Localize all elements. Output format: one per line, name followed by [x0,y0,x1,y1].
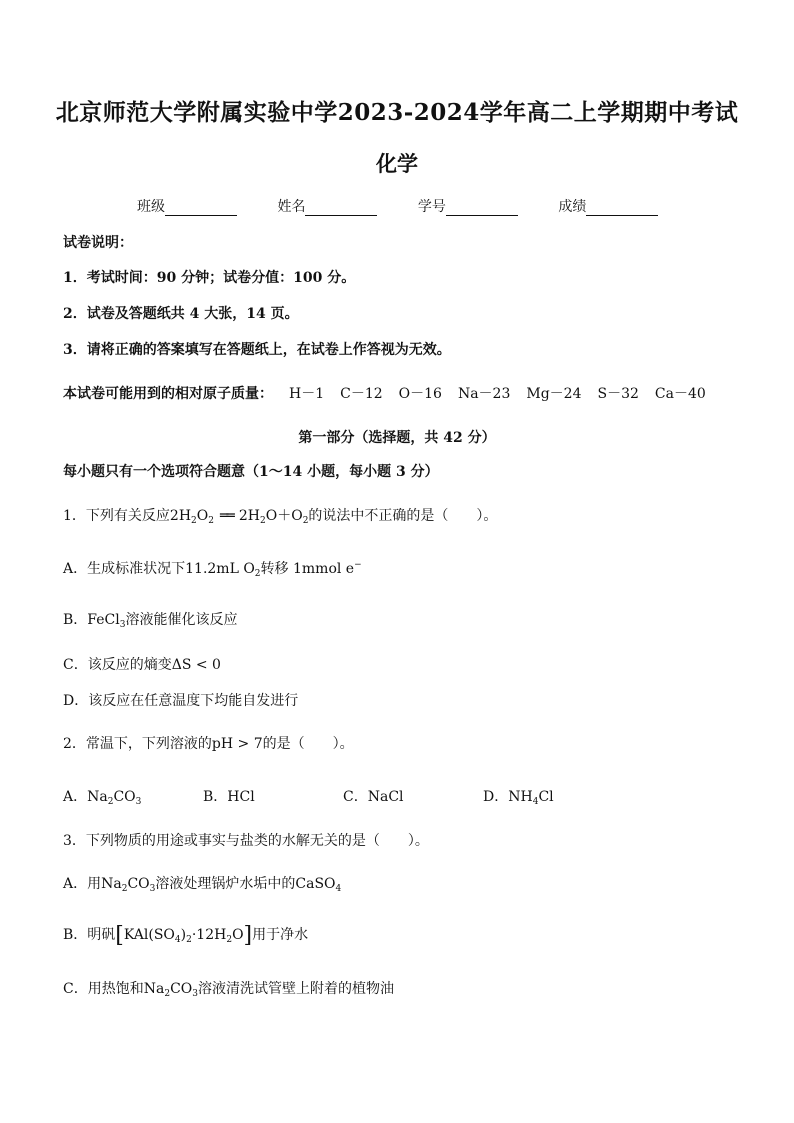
student-id-field[interactable]: 学号 [418,196,518,216]
name-field[interactable]: 姓名 [277,196,377,216]
q2-option-d[interactable]: D．$NH_4Cl$ [483,789,554,807]
q1-option-b[interactable]: B．FeCl$_3$溶液能催化该反应 [63,612,238,630]
part1-title: 第一部分（选择题，共 42 分） [298,430,496,446]
atomic-mass: Mg－24 [526,386,582,402]
q1-stem: 1．下列有关反应$2H_2O_2$ ══ $2H_2O+O_2$的说法中不正确的是（ ）。 [63,508,498,526]
instructions-heading: 试卷说明： [63,235,133,251]
student-info-row [137,196,694,216]
q1-option-a[interactable]: A．生成标准状况下11.2mL $O_2$转移 1mmol e− [63,560,362,579]
class-field[interactable]: 班级 [137,196,237,216]
q2-option-b[interactable]: B．HCl [203,789,255,805]
instruction-item: 3．请将正确的答案填写在答题纸上，在试卷上作答视为无效。 [63,342,451,358]
q3-option-b[interactable]: B．明矾$[KAl(SO_4)_2\cdot 12H_2O]$用于净水 [63,923,309,948]
atomic-mass: S－32 [597,386,639,402]
q2-option-c[interactable]: C．NaCl [343,789,404,805]
instruction-item: 1．考试时间：90 分钟；试卷分值：100 分。 [63,270,356,286]
q3-option-c[interactable]: C．用热饱和$Na_2CO_3$溶液清洗试管壁上附着的植物油 [63,981,394,999]
q1-option-c[interactable]: C．该反应的熵变ΔS < 0 [63,657,221,673]
part1-note: 每小题只有一个选项符合题意（1～14 小题，每小题 3 分） [63,464,439,480]
atomic-mass: C－12 [340,386,383,402]
atomic-masses-label: 本试卷可能用到的相对原子质量： [63,386,273,402]
instruction-item: 2．试卷及答题纸共 4 大张，14 页。 [63,306,299,322]
q1-option-d[interactable]: D．该反应在任意温度下均能自发进行 [63,693,299,709]
score-field[interactable]: 成绩 [558,196,658,216]
q2-stem: 2．常温下，下列溶液的pH > 7的是（ ）。 [63,736,354,752]
atomic-mass: Na－23 [457,386,511,402]
q2-option-a[interactable]: A．$Na_2CO_3$ [63,789,142,807]
atomic-mass: O－16 [398,386,442,402]
atomic-mass: H－1 [289,386,325,402]
page-title: 北京师范大学附属实验中学2023-2024学年高二上学期期中考试 [55,99,739,126]
subject-title: 化学 [376,151,418,176]
q3-option-a[interactable]: A．用$Na_2CO_3$溶液处理锅炉水垢中的CaSO$_4$ [63,876,342,894]
q3-stem: 3．下列物质的用途或事实与盐类的水解无关的是（ ）。 [63,833,429,849]
atomic-mass: Ca－40 [654,386,706,402]
atomic-masses-line [63,383,706,403]
